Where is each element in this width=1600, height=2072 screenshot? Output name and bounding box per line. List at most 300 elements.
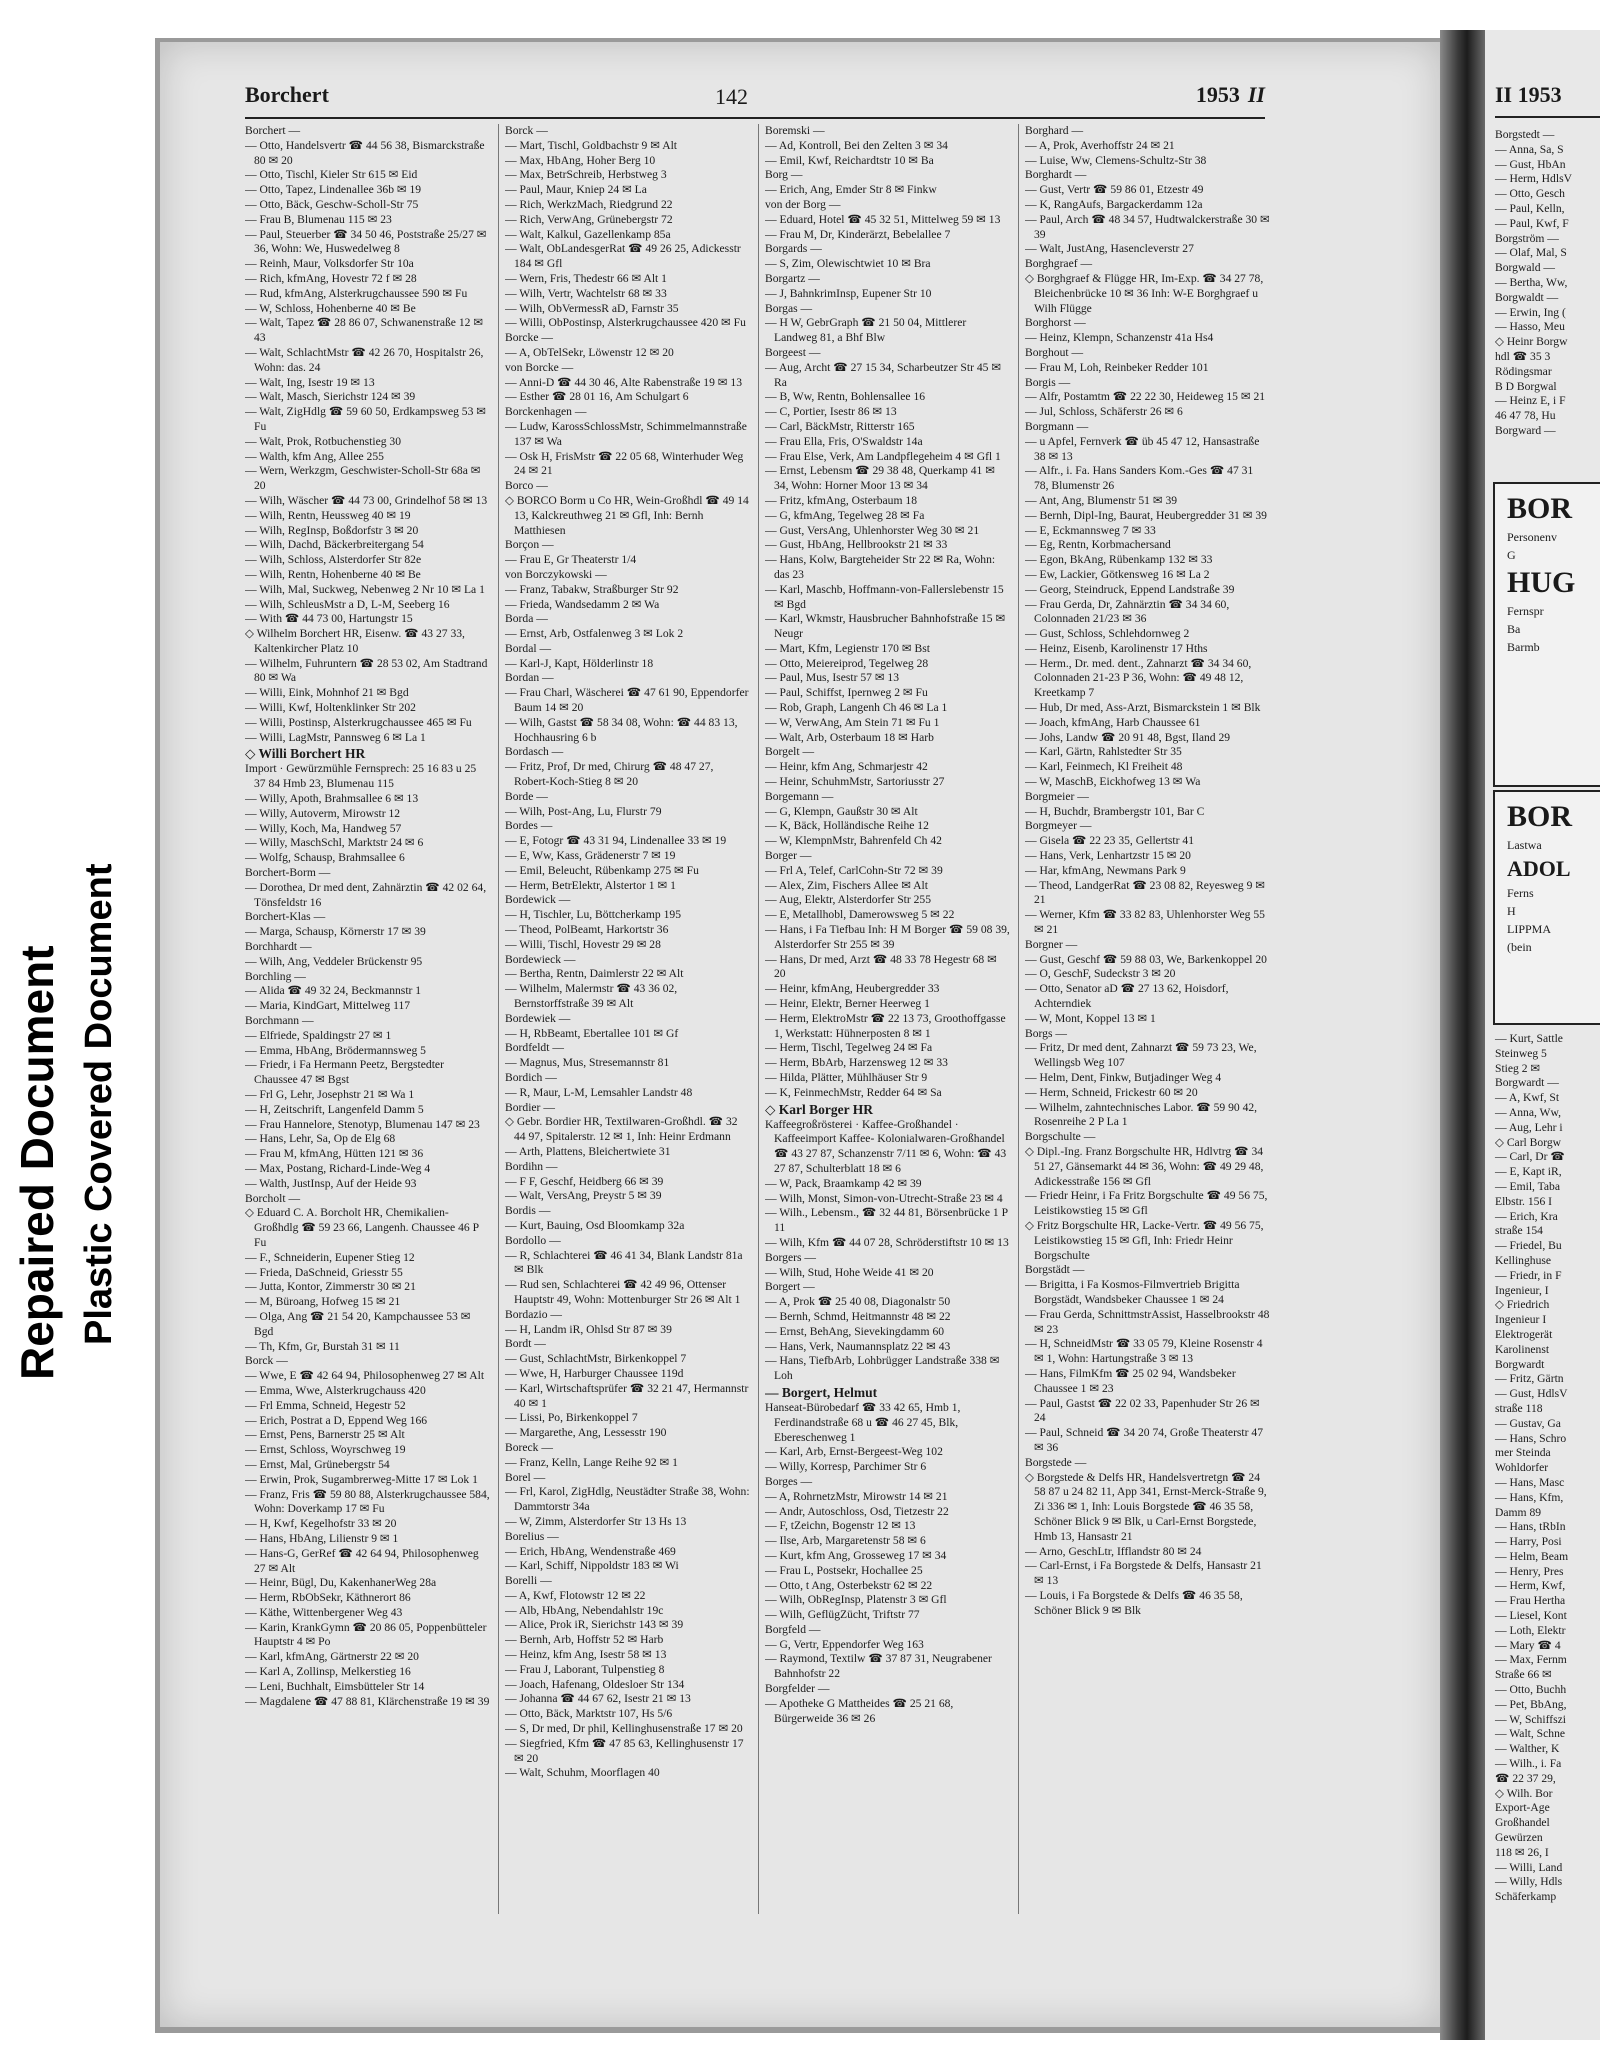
adjacent-entry-fragment: Schäferkamp [1495, 1890, 1557, 1904]
directory-entry: — Hans, HbAng, Lilienstr 9 ✉ 1 [245, 1531, 399, 1545]
surname-heading: Bordan — [505, 671, 554, 685]
directory-entry: — Wilh, Stud, Hohe Weide 41 ✉ 20 [765, 1265, 934, 1279]
adjacent-entry-fragment: — A, Kwf, St [1495, 1091, 1560, 1105]
directory-entry: — Margarethe, Ang, Lessesstr 190 [505, 1426, 667, 1440]
directory-entry: — Wilh, Wäscher ☎ 44 73 00, Grindelhof 58 ✉ 13 [245, 493, 488, 507]
directory-entry: ◇ Willi Borchert HR [245, 746, 366, 762]
directory-entry: — Ernst, BehAng, Sievekingdamm 60 [765, 1324, 945, 1338]
directory-entry: — Otto, Senator aD ☎ 27 13 62, Hoisdorf, Achterndiek [1025, 982, 1229, 1011]
adjacent-entry-fragment: — Heinz E, i F [1495, 394, 1566, 408]
directory-entry: — Heinr, kfm Ang, Schmarjestr 42 [765, 760, 928, 774]
directory-entry: — H, Landm iR, Ohlsd Str 87 ✉ 39 [505, 1322, 672, 1336]
directory-entry: — Willi, ObPostinsp, Alsterkrugchaussee 420 ✉ Fu [505, 316, 746, 330]
directory-entry: — Frl A, Telef, CarlCohn-Str 72 ✉ 39 [765, 863, 943, 877]
directory-entry: — Paul, Schneid ☎ 34 20 74, Große Theaterstr 47 ✉ 36 [1025, 1426, 1264, 1454]
directory-entry: — Dorothea, Dr med dent, Zahnärztin ☎ 42 02 64, Tönsfeldstr 16 [245, 880, 487, 909]
directory-entry: — Karl, Wkmstr, Hausbrucher Bahnhofstraße 15 ✉ Neugr [765, 612, 1006, 641]
directory-entry: — Hans, Lehr, Sa, Op de Elg 68 [245, 1132, 396, 1146]
ad2-line: LIPPMA [1507, 922, 1552, 936]
directory-entry: — Heinz, kfm Ang, Isestr 58 ✉ 13 [505, 1648, 667, 1662]
surname-heading: Borck — [245, 1354, 288, 1368]
directory-entry: — Wilh, Gastst ☎ 58 34 08, Wohn: ☎ 44 83 13, Hochhausring 6 b [505, 715, 738, 744]
adjacent-entry-fragment: — Friedel, Bu [1495, 1239, 1562, 1253]
ad1-line: G [1507, 548, 1516, 562]
surname-heading: Borelli — [505, 1574, 552, 1588]
directory-entry: — Frau Hannelore, Stenotyp, Blumenau 147 ✉ 23 [245, 1117, 480, 1131]
adjacent-entry-fragment: — Pet, BbAng, [1495, 1697, 1567, 1711]
book-gutter [1440, 30, 1485, 2040]
directory-entry: ◇ Borghgraef & Flügge HR, Im-Exp. ☎ 34 27 78, Bleichenbrücke 10 ✉ 36 Inh: W-E Borghgraef u Wilh Flügge [1025, 271, 1264, 315]
directory-entry: — Esther ☎ 28 01 16, Am Schulgart 6 [505, 390, 689, 404]
adjacent-entry-fragment: Straße 66 ✉ [1495, 1668, 1552, 1682]
surname-heading: Borgards — [765, 242, 822, 256]
directory-entry: — Friedr Heinr, i Fa Fritz Borgschulte ☎ 49 56 75, Leistikowstieg 15 ✉ Gfl [1025, 1189, 1268, 1218]
adjacent-entry-fragment: — W, Schiffszi [1495, 1712, 1566, 1726]
directory-entry: — Käthe, Wittenbergener Weg 43 [245, 1605, 403, 1619]
directory-entry: — Wilh, Ang, Veddeler Brückenstr 95 [245, 954, 423, 968]
directory-entry: — K, RangAufs, Bargackerdamm 12a [1025, 197, 1203, 211]
directory-entry: — Karl, Schiff, Nippoldstr 183 ✉ Wi [505, 1559, 679, 1573]
adjacent-entry-fragment: — Henry, Pres [1495, 1564, 1564, 1578]
surname-heading: Borgmeyer — [1025, 819, 1092, 833]
directory-entry: — Erich, Ang, Emder Str 8 ✉ Finkw [765, 183, 937, 197]
adjacent-entry-fragment: ◇ Carl Borgw [1495, 1135, 1562, 1149]
directory-entry: ◇ Dipl.-Ing. Franz Borgschulte HR, Hdlvtrg ☎ 34 51 27, Gänsemarkt 44 ✉ 36, Wohn: ☎ 49 29 48, Adickesstraße 156 ✉ Gfl [1025, 1144, 1264, 1188]
adjacent-entry-fragment: — Gust, HdlsV [1495, 1387, 1568, 1401]
directory-entry: — Maria, KindGart, Mittelweg 117 [245, 999, 411, 1013]
directory-entry: — Paul, Arch ☎ 48 34 57, Hudtwalckerstraße 30 ✉ 39 [1025, 212, 1270, 241]
directory-entry: — Willy, Apoth, Brahmsallee 6 ✉ 13 [245, 792, 419, 806]
adjacent-entry-fragment: — Olaf, Mal, S [1495, 246, 1567, 260]
directory-entry: — Walt, VersAng, Preystr 5 ✉ 39 [505, 1189, 662, 1203]
directory-entry: — Hans, i Fa Tiefbau Inh: H M Borger ☎ 59 08 39, Alsterdorfer Str 255 ✉ 39 [765, 923, 1010, 951]
adjacent-entry-fragment: — Hasso, Meu [1495, 320, 1565, 334]
directory-entry: — Osk H, FrisMstr ☎ 22 05 68, Winterhuder Weg 24 ✉ 21 [505, 449, 744, 478]
surname-heading: Borgfeld — [765, 1622, 821, 1636]
surname-heading: Bordes — [505, 819, 553, 833]
directory-entry: — Fritz, Prof, Dr med, Chirurg ☎ 48 47 27, Robert-Koch-Stieg 8 ✉ 20 [505, 760, 714, 789]
directory-entry: — Willi, Tischl, Hovestr 29 ✉ 28 [505, 937, 661, 951]
directory-entry: — Elfriede, Spaldingstr 27 ✉ 1 [245, 1028, 392, 1042]
adjacent-entry-fragment: — Otto, Buchh [1495, 1683, 1567, 1697]
adjacent-entry-fragment: straße 118 [1495, 1401, 1543, 1415]
directory-entry: — F., Schneiderin, Eupener Stieg 12 [245, 1250, 415, 1264]
adjacent-entry-fragment: — Hans, Schro [1495, 1431, 1567, 1445]
adjacent-entry-fragment: — Emil, Taba [1495, 1179, 1560, 1193]
directory-entry: ◇ Eduard C. A. Borcholt HR, Chemikalien-Großhdlg ☎ 59 23 66, Langenh. Chaussee 46 P Fu [245, 1206, 479, 1249]
directory-entry: Import · Gewürzmühle Fernsprech: 25 16 83 u 25 37 84 Hmb 23, Blumenau 115 [245, 762, 477, 791]
directory-entry: — B, Ww, Rentn, Bohlensallee 16 [765, 390, 926, 404]
surname-heading: Borgartz — [765, 271, 820, 285]
directory-entry: ◇ Gebr. Bordier HR, Textilwaren-Großhdl. ☎ 32 44 97, Spitalerstr. 12 ✉ 1, Inh: Heinr Erdmann [505, 1115, 738, 1144]
directory-entry: — Mart, Kfm, Legienstr 170 ✉ Bst [765, 641, 930, 655]
directory-entry: — Emil, Kwf, Reichardtstr 10 ✉ Ba [765, 153, 934, 167]
adjacent-entry-fragment: Ingenieur I [1495, 1313, 1547, 1327]
adjacent-entry-fragment: Steinweg 5 [1495, 1046, 1547, 1060]
directory-entry: — Alfr, Postamtm ☎ 22 22 30, Heideweg 15 ✉ 21 [1025, 390, 1266, 404]
directory-column-3 [765, 124, 1010, 1914]
adjacent-entry-fragment: Borgward — [1495, 423, 1556, 437]
surname-heading: Borgstädt — [1025, 1263, 1085, 1277]
directory-entry: — Borgert, Helmut [765, 1384, 878, 1400]
directory-entry: — J, BahnkrimInsp, Eupener Str 10 [765, 286, 932, 300]
directory-entry: — Willy, MaschSchl, Marktstr 24 ✉ 6 [245, 836, 424, 850]
column-rule [498, 124, 499, 1914]
directory-entry: — Fritz, Dr med dent, Zahnarzt ☎ 59 73 23, We, Wellingsb Weg 107 [1025, 1041, 1257, 1070]
advertisement-box-1 [1493, 482, 1600, 787]
ad2-line: H [1507, 904, 1516, 918]
directory-entry: — Brigitta, i Fa Kosmos-Filmvertrieb Brigitta Borgstädt, Wandsbeker Chaussee 1 ✉ 24 [1025, 1278, 1240, 1306]
adjacent-entry-fragment: — Gustav, Ga [1495, 1416, 1561, 1430]
surname-heading: Bordt — [505, 1337, 546, 1351]
surname-heading: Bordewick — [505, 893, 571, 907]
directory-entry: — Fritz, kfmAng, Osterbaum 18 [765, 493, 917, 507]
directory-entry: — W, Mont, Koppel 13 ✉ 1 [1025, 1011, 1156, 1025]
surname-heading: Borchert-Klas — [245, 910, 326, 924]
surname-heading: Borçon — [505, 538, 554, 552]
directory-entry: — Mart, Tischl, Goldbachstr 9 ✉ Alt [505, 138, 678, 152]
directory-entry: — Arno, GeschLtr, Ifflandstr 80 ✉ 24 [1025, 1544, 1202, 1558]
surname-heading: Borgschulte — [1025, 1130, 1096, 1144]
directory-entry: — Wern, Werkzgm, Geschwister-Scholl-Str 68a ✉ 20 [245, 464, 481, 493]
directory-entry: — Gust, HbAng, Hellbrookstr 21 ✉ 33 [765, 538, 948, 552]
adjacent-entry-fragment: Ingenieur, I [1495, 1283, 1549, 1297]
surname-heading: Borchmann — [245, 1014, 314, 1028]
directory-entry: — K, FeinmechMstr, Redder 64 ✉ Sa [765, 1085, 942, 1099]
surname-heading: Borghard — [1025, 124, 1084, 137]
directory-entry: — Karl, kfmAng, Gärtnerstr 22 ✉ 20 [245, 1650, 419, 1664]
directory-entry: — Magnus, Mus, Stresemannstr 81 [505, 1056, 670, 1070]
directory-entry: — W, Pack, Braamkamp 42 ✉ 39 [765, 1176, 922, 1190]
adjacent-entry-fragment: ◇ Wilh. Bor [1495, 1786, 1553, 1800]
adjacent-page [1485, 30, 1600, 2040]
directory-entry: — G, Vertr, Eppendorfer Weg 163 [765, 1637, 924, 1651]
surname-heading: Borgner — [1025, 937, 1078, 951]
directory-entry: — Friedr, i Fa Hermann Peetz, Bergstedter Chaussee 47 ✉ Bgst [245, 1058, 444, 1087]
surname-heading: Borda — [505, 612, 548, 626]
directory-entry: — Andr, Autoschloss, Osd, Tietzestr 22 [765, 1504, 949, 1518]
directory-entry: — Otto, Tapez, Lindenallee 36b ✉ 19 [245, 183, 422, 197]
directory-entry: — Carl, BäckMstr, Ritterstr 165 [765, 419, 915, 433]
directory-entry: — Ad, Kontroll, Bei den Zelten 3 ✉ 34 [765, 138, 948, 152]
surname-heading: Borel — [505, 1470, 546, 1484]
directory-page [160, 42, 1440, 2027]
directory-entry: — Egon, BkAng, Rübenkamp 132 ✉ 33 [1025, 553, 1213, 567]
directory-entry: — Walt, Schuhm, Moorflagen 40 [505, 1766, 660, 1780]
directory-entry: — Herm, BetrElektr, Alstertor 1 ✉ 1 [505, 878, 676, 892]
adjacent-entry-fragment: — Paul, Kwf, F [1495, 216, 1569, 230]
directory-entry: — Hub, Dr med, Ass-Arzt, Bismarckstein 1 ✉ Blk [1025, 701, 1261, 715]
directory-entry: — Wilhelm, zahntechnisches Labor. ☎ 59 90 42, Rosenreihe 2 P La 1 [1025, 1100, 1258, 1129]
adjacent-entry-fragment: Borgwald — [1495, 261, 1556, 275]
directory-entry: — Helm, Dent, Finkw, Butjadinger Weg 4 [1025, 1071, 1222, 1084]
directory-entry: — Karl, Gärtn, Rahlstedter Str 35 [1025, 745, 1182, 759]
directory-entry: — Ernst, Pens, Barnerstr 25 ✉ Alt [245, 1428, 405, 1442]
directory-entry: — Lissi, Po, Birkenkoppel 7 [505, 1411, 638, 1425]
ad2-line: (bein [1507, 940, 1532, 954]
directory-entry: — Alice, Prok iR, Sierichstr 143 ✉ 39 [505, 1618, 684, 1632]
directory-entry: — Heinr, SchuhmMstr, Sartoriusstr 27 [765, 775, 945, 789]
directory-entry: — Walt, Tapez ☎ 28 86 07, Schwanenstraße 12 ✉ 43 [245, 316, 484, 345]
adjacent-entry-fragment: Borgwardt — [1495, 1076, 1559, 1090]
ad1-line: HUG [1507, 566, 1576, 599]
directory-entry: — Wilh, ObRegInsp, Platenstr 3 ✉ Gfl [765, 1593, 947, 1607]
directory-entry: — Gust, Vertr ☎ 59 86 01, Etzestr 49 [1025, 183, 1204, 197]
adjacent-page-entries-bottom [1495, 1032, 1600, 1905]
ad2-line: Ferns [1507, 886, 1534, 900]
adjacent-entry-fragment: Großhandel [1495, 1816, 1550, 1830]
directory-entry: — Frieda, Wandsedamm 2 ✉ Wa [505, 597, 660, 611]
directory-entry: — Karl-J, Kapt, Hölderlinstr 18 [505, 656, 654, 670]
directory-entry: — Wilh, Rentn, Hohenberne 40 ✉ Be [245, 567, 421, 581]
directory-entry: — Walth, kfm Ang, Allee 255 [245, 449, 384, 463]
directory-entry: — Wilhelm, Fuhruntern ☎ 28 53 02, Am Stadtrand 80 ✉ Wa [245, 656, 488, 685]
directory-entry: — Frau J, Laborant, Tulpenstieg 8 [505, 1662, 665, 1676]
directory-entry: — Arth, Plattens, Bleichertwiete 31 [505, 1144, 671, 1158]
directory-entry: — Jutta, Kontor, Zimmerstr 30 ✉ 21 [245, 1280, 416, 1294]
directory-entry: — Hans, Verk, Lenhartzstr 15 ✉ 20 [1025, 849, 1191, 863]
surname-heading: Borgelt — [765, 745, 815, 759]
directory-entry: — Wilh, Vertr, Wachtelstr 68 ✉ 33 [505, 286, 667, 300]
directory-entry: — Eduard, Hotel ☎ 45 32 51, Mittelweg 59 ✉ 13 [765, 212, 1001, 226]
directory-entry: — Herm, BbArb, Harzensweg 12 ✉ 33 [765, 1056, 948, 1070]
adjacent-entry-fragment: — Herm, Kwf, [1495, 1579, 1566, 1593]
directory-entry: — Raymond, Textilw ☎ 37 87 31, Neugrabener Bahnhofstr 22 [765, 1652, 992, 1681]
ad1-line: Barmb [1507, 640, 1540, 654]
surname-heading: Bordfeldt — [505, 1041, 564, 1055]
adjacent-entry-fragment: — Gust, HbAn [1495, 157, 1566, 171]
directory-entry: — Ilse, Arb, Margaretenstr 58 ✉ 6 [765, 1534, 926, 1548]
directory-entry: — Frau Charl, Wäscherei ☎ 47 61 90, Eppendorfer Baum 14 ✉ 20 [505, 686, 749, 715]
directory-entry: — Ernst, Arb, Ostfalenweg 3 ✉ Lok 2 [505, 627, 684, 641]
adjacent-entry-fragment: hdl ☎ 35 3 [1495, 349, 1551, 363]
directory-entry: — Wilh, SchleusMstr a D, L-M, Seeberg 16 [245, 597, 450, 611]
directory-entry: — Otto, Bäck, Geschw-Scholl-Str 75 [245, 197, 419, 211]
directory-entry: — Rud, kfmAng, Alsterkrugchaussee 590 ✉ Fu [245, 286, 468, 300]
directory-entry: — Rob, Graph, Langenh Ch 46 ✉ La 1 [765, 701, 948, 715]
adjacent-entry-fragment: — Harry, Posi [1495, 1535, 1562, 1549]
directory-entry: — Ernst, Mal, Grünebergstr 54 [245, 1457, 390, 1471]
directory-entry: — Otto, Bäck, Marktstr 107, Hs 5/6 [505, 1707, 673, 1721]
directory-entry: — Wern, Fris, Thedestr 66 ✉ Alt 1 [505, 271, 667, 285]
directory-entry: — Aug, Archt ☎ 27 15 34, Scharbeutzer Str 45 ✉ Ra [765, 360, 1002, 389]
ad1-line: Personenv [1507, 530, 1557, 544]
adjacent-entry-fragment: ◇ Heinr Borgw [1495, 335, 1568, 349]
directory-entry: — Walt, SchlachtMstr ☎ 42 26 70, Hospitalstr 26, Wohn: das. 24 [245, 345, 484, 374]
adjacent-entry-fragment: Karolinenst [1495, 1342, 1550, 1356]
directory-entry: — Heinz, Klempn, Schanzenstr 41a Hs4 [1025, 331, 1214, 345]
directory-entry: — Paul, Steuerber ☎ 34 50 46, Poststraße 25/27 ✉ 36, Wohn: We, Huswedelweg 8 [245, 227, 487, 256]
directory-entry: — K, Bäck, Holländische Reihe 12 [765, 819, 929, 833]
adjacent-entry-fragment: Borgwardt [1495, 1357, 1545, 1371]
directory-entry: — Rich, VerwAng, Grünebergstr 72 [505, 212, 673, 226]
directory-entry: — Alb, HbAng, Nebendahlstr 19c [505, 1603, 664, 1617]
directory-entry: — Paul, Maur, Kniep 24 ✉ La [505, 183, 647, 197]
surname-heading: von der Borg — [765, 197, 841, 211]
directory-entry: ◇ Borgstede & Delfs HR, Handelsvertretgn ☎ 24 58 87 u 24 82 11, App 341, Ernst-Merck-Straße 9, Zi 336 ✉ 1, Inh: Louis Borgstede ☎ 46 35 58, Schöner Blick 9 ✉ Blk, u Carl-Ernst Borgstede, Hmb 13, Hansastr 21 [1025, 1470, 1267, 1543]
surname-heading: Borghorst — [1025, 316, 1086, 330]
directory-entry: — Luise, Ww, Clemens-Schultz-Str 38 [1025, 153, 1207, 167]
directory-entry: — Carl-Ernst, i Fa Borgstede & Delfs, Hansastr 21 ✉ 13 [1025, 1559, 1262, 1588]
adjacent-entry-fragment: Elbstr. 156 I [1495, 1194, 1553, 1208]
directory-entry: — Hans, Kolw, Bargteheider Str 22 ✉ Ra, Wohn: das 23 [765, 553, 996, 581]
directory-entry: — Hans, FilmKfm ☎ 25 02 94, Wandsbeker Chaussee 1 ✉ 23 [1025, 1366, 1236, 1395]
directory-entry: — W, MaschB, Eickhofweg 13 ✉ Wa [1025, 775, 1201, 789]
directory-entry: ◇ BORCO Borm u Co HR, Wein-Großhdl ☎ 49 14 13, Kalckreuthweg 21 ✉ Gfl, Inh: Bernh Matthiesen [505, 493, 749, 537]
directory-entry: — Herm, ElektroMstr ☎ 22 13 73, Groothoffgasse 1, Werkstatt: Hühnerposten 8 ✉ 1 [765, 1011, 1006, 1040]
directory-entry: — Frau Else, Verk, Am Landpflegeheim 4 ✉ Gfl 1 [765, 449, 1001, 463]
directory-entry: — R, Maur, L-M, Lemsahler Landstr 48 [505, 1085, 693, 1099]
header-volume: II [1247, 82, 1265, 107]
directory-entry: — Frau Gerda, Dr, Zahnärztin ☎ 34 34 60, Colonnaden 21/23 ✉ 36 [1025, 597, 1230, 626]
surname-heading: Borghgraef — [1025, 257, 1093, 271]
directory-columns [245, 124, 1270, 1914]
directory-entry: — W, KlempnMstr, Bahrenfeld Ch 42 [765, 834, 942, 848]
directory-entry: — Herm, RbObSekr, Käthnerort 86 [245, 1591, 411, 1605]
directory-entry: — Walt, Kalkul, Gazellenkamp 85a [505, 227, 671, 241]
adjacent-entry-fragment: — Erwin, Ing ( [1495, 305, 1566, 319]
directory-entry: — Karl, Feinmech, Kl Freiheit 48 [1025, 760, 1183, 774]
directory-entry: — F F, Geschf, Heidberg 66 ✉ 39 [505, 1174, 664, 1188]
directory-entry: — Willy, Koch, Ma, Handweg 57 [245, 821, 402, 835]
directory-entry: — Anni-D ☎ 44 30 46, Alte Rabenstraße 19 ✉ 13 [505, 375, 743, 389]
surname-heading: Bordollo — [505, 1233, 561, 1247]
directory-entry: — Alex, Zim, Fischers Allee ✉ Alt [765, 878, 928, 892]
directory-entry: — Wilh, ObVermessR aD, Farnstr 35 [505, 301, 679, 315]
directory-column-1 [245, 124, 490, 1914]
directory-entry: — Wwe, H, Harburger Chaussee 119d [505, 1366, 684, 1380]
directory-entry: — Franz, Tabakw, Straßburger Str 92 [505, 582, 679, 596]
directory-entry: — Frau Gerda, SchnittmstrAssist, Hasselbrookstr 48 ✉ 23 [1025, 1307, 1270, 1336]
directory-entry: — Frl, Karol, ZigHdlg, Neustädter Straße 38, Wohn: Dammtorstr 34a [505, 1485, 750, 1514]
directory-entry: — G, kfmAng, Tegelweg 28 ✉ Fa [765, 508, 925, 522]
directory-entry: — Karl, Arb, Ernst-Bergeest-Weg 102 [765, 1445, 943, 1459]
directory-entry: — Ew, Lackier, Götkensweg 16 ✉ La 2 [1025, 567, 1210, 581]
surname-heading: Borger — [765, 849, 812, 863]
directory-entry: — Jul, Schloss, Schäferstr 26 ✉ 6 [1025, 405, 1183, 419]
adjacent-entry-fragment: ☎ 22 37 29, [1495, 1771, 1556, 1785]
adjacent-entry-fragment: — Loth, Elektr [1495, 1623, 1566, 1637]
surname-heading: Borde — [505, 789, 548, 803]
directory-entry: — E, Metallhobl, Damerowsweg 5 ✉ 22 [765, 908, 955, 922]
directory-entry: — Otto, Meiereiprod, Tegelweg 28 [765, 656, 929, 670]
adjacent-entry-fragment: Elektrogerät [1495, 1327, 1553, 1341]
adjacent-entry-fragment: — Friedr, in F [1495, 1268, 1562, 1282]
directory-entry: Kaffeegroßrösterei · Kaffee-Großhandel · Kaffeeimport Kaffee- Kolonialwaren-Großhandel ☎ 43 27 87, Schanzenstr 7/11 ✉ 6, Wohn: ☎ 43 27 87, Schulterblatt 18 ✉ 6 [765, 1117, 1007, 1175]
directory-entry: — W, VerwAng, Am Stein 71 ✉ Fu 1 [765, 715, 940, 729]
adjacent-page-header: II 1953 [1495, 82, 1600, 118]
directory-entry: — Wilh, Kfm ☎ 44 07 28, Schröderstiftstr 10 ✉ 13 [765, 1235, 1009, 1249]
directory-entry: — Max, BetrSchreib, Herbstweg 3 [505, 168, 667, 182]
directory-entry: — Har, kfmAng, Newmans Park 9 [1025, 863, 1186, 877]
surname-heading: Borgfelder — [765, 1682, 830, 1696]
directory-entry: — Emma, HbAng, Brödermannsweg 5 [245, 1043, 426, 1057]
directory-entry: — Joach, kfmAng, Harb Chaussee 61 [1025, 715, 1201, 729]
directory-entry: — Rich, kfmAng, Hovestr 72 f ✉ 28 [245, 271, 417, 285]
adjacent-entry-fragment: Wohldorfer [1495, 1461, 1549, 1475]
directory-entry: — Frl Emma, Schneid, Hegestr 52 [245, 1398, 406, 1412]
directory-entry: — Gust, Schloss, Schlehdornweg 2 [1025, 627, 1190, 641]
surname-heading: Bordewieck — [505, 952, 576, 966]
surname-heading: Bordewiek — [505, 1011, 571, 1025]
directory-entry: — Wwe, E ☎ 42 64 94, Philosophenweg 27 ✉ Alt [245, 1369, 485, 1383]
adjacent-entry-fragment: — Willi, Land [1495, 1860, 1563, 1874]
directory-entry: — Wilh, Mal, Suckweg, Nebenweg 2 Nr 10 ✉ La 1 [245, 582, 485, 596]
directory-entry: — Herm, Tischl, Tegelweg 24 ✉ Fa [765, 1041, 933, 1055]
directory-entry: — Hans, Verk, Naumannsplatz 22 ✉ 43 [765, 1339, 951, 1353]
directory-entry: — Joach, Hafenang, Oldesloer Str 134 [505, 1677, 685, 1691]
directory-entry: — Max, Postang, Richard-Linde-Weg 4 [245, 1161, 431, 1175]
directory-entry: — Werner, Kfm ☎ 33 82 83, Uhlenhorster Weg 55 ✉ 21 [1025, 908, 1265, 937]
directory-entry: — Hans, Dr med, Arzt ☎ 48 33 78 Hegestr 68 ✉ 20 [765, 952, 997, 981]
adjacent-entry-fragment: 118 ✉ 26, I [1495, 1845, 1549, 1859]
directory-entry: — Wilh, RegInsp, Boßdorfstr 3 ✉ 20 [245, 523, 419, 537]
directory-entry: — Johs, Landw ☎ 20 91 48, Bgst, Iland 29 [1025, 730, 1231, 744]
directory-entry: — Willi, Postinsp, Alsterkrugchaussee 465 ✉ Fu [245, 715, 472, 729]
directory-entry: — Paul, Gastst ☎ 22 02 33, Papenhuder Str 26 ✉ 24 [1025, 1396, 1260, 1425]
adjacent-entry-fragment: — Carl, Dr ☎ [1495, 1150, 1565, 1164]
adjacent-entry-fragment: — E, Kapt iR, [1495, 1165, 1562, 1179]
directory-entry: — Heinr, kfmAng, Heubergredder 33 [765, 982, 940, 996]
directory-entry: — E, Eckmannsweg 7 ✉ 33 [1025, 523, 1156, 537]
adjacent-entry-fragment: — Fritz, Gärtn [1495, 1372, 1564, 1386]
directory-entry: — Frau L, Postsekr, Hochallee 25 [765, 1563, 923, 1577]
directory-entry: — Walt, Prok, Rotbuchenstieg 30 [245, 434, 401, 448]
directory-entry: — Gust, Geschf ☎ 59 88 03, We, Barkenkoppel 20 [1025, 952, 1267, 966]
surname-heading: von Borczykowski — [505, 567, 607, 581]
adjacent-entry-fragment: — Walt, Schne [1495, 1727, 1566, 1741]
surname-heading: Bordier — [505, 1100, 555, 1114]
directory-entry: — E, Ww, Kass, Grädenerstr 7 ✉ 19 [505, 849, 676, 863]
directory-entry: — Willy, Autoverm, Mirowstr 12 [245, 806, 401, 820]
adjacent-entry-fragment: — Anna, Ww, [1495, 1105, 1562, 1119]
directory-entry: — Leni, Buchhalt, Eimsbütteler Str 14 [245, 1679, 425, 1693]
surname-heading: Boremski — [765, 124, 825, 137]
surname-heading: Bordis — [505, 1204, 551, 1218]
directory-entry: — Walt, ObLandesgerRat ☎ 49 26 25, Adickesstr 184 ✉ Gfl [505, 242, 741, 271]
directory-entry: — G, Klempn, Gaußstr 30 ✉ Alt [765, 804, 918, 818]
adjacent-entry-fragment: — Hans, Masc [1495, 1475, 1565, 1489]
surname-heading: Bordich — [505, 1071, 557, 1084]
directory-entry: — Johanna ☎ 44 67 62, Isestr 21 ✉ 13 [505, 1692, 691, 1706]
directory-entry: ◇ Wilhelm Borchert HR, Eisenw. ☎ 43 27 33, Kaltenkircher Platz 10 [245, 627, 465, 655]
directory-entry: ◇ Karl Borger HR [765, 1101, 873, 1117]
directory-entry: — Ant, Ang, Blumenstr 51 ✉ 39 [1025, 493, 1178, 507]
directory-entry: — Walth, JustInsp, Auf der Heide 93 [245, 1176, 417, 1190]
ad1-line: Ba [1507, 622, 1521, 636]
adjacent-entry-fragment: — Aug, Lehr i [1495, 1120, 1563, 1134]
directory-entry: — Walt, JustAng, Hasencleverstr 27 [1025, 242, 1194, 256]
surname-heading: Bordal — [505, 641, 552, 655]
surname-heading: Borco — [505, 479, 548, 493]
adjacent-entry-fragment: — Otto, Gesch [1495, 187, 1565, 201]
directory-entry: — Theod, LandgerRat ☎ 23 08 82, Reyesweg 9 ✉ 21 [1025, 878, 1265, 907]
header-year-value: 1953 [1195, 82, 1240, 107]
directory-entry: — Gust, VersAng, Uhlenhorster Weg 30 ✉ 21 [765, 523, 980, 537]
directory-entry: — O, GeschF, Sudeckstr 3 ✉ 20 [1025, 967, 1176, 981]
plastic-covered-document-label: Plastic Covered Document [78, 863, 120, 1345]
directory-entry: — Karin, KrankGymn ☎ 20 86 05, Poppenbütteler Hauptstr 4 ✉ Po [245, 1620, 487, 1649]
directory-entry: — Wolfg, Schausp, Brahmsallee 6 [245, 851, 405, 865]
adjacent-entry-fragment: — Wilh., i. Fa [1495, 1757, 1562, 1771]
directory-entry: — u Apfel, Fernverk ☎ üb 45 47 12, Hansastraße 38 ✉ 13 [1025, 434, 1260, 463]
surname-heading: Borck — [505, 124, 548, 137]
adjacent-entry-fragment: mer Steinda [1495, 1446, 1551, 1460]
directory-entry: — Bernh, Arb, Hoffstr 52 ✉ Harb [505, 1633, 664, 1647]
adjacent-entry-fragment: — Hans, Kfm, [1495, 1490, 1564, 1504]
directory-entry: — Frau M, Dr, Kinderärzt, Bebelallee 7 [765, 227, 951, 241]
adjacent-entry-fragment: — Erich, Kra [1495, 1209, 1558, 1223]
